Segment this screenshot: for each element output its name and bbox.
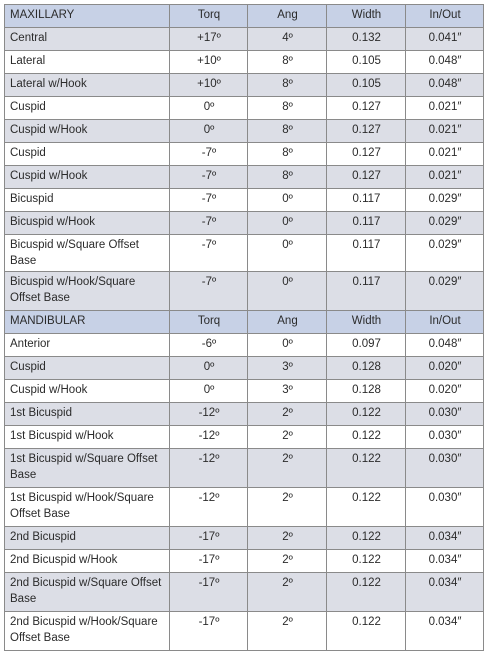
row-name: Bicuspid w/Hook/Square Offset Base (5, 272, 170, 311)
mandibular-header-row (5, 311, 484, 334)
row-ang: 2º (248, 612, 327, 651)
row-ang: 0º (248, 235, 327, 272)
row-name: Bicuspid w/Square Offset Base (5, 235, 170, 272)
row-inout: 0.020″ (406, 380, 484, 403)
row-name: Cuspid (5, 143, 170, 166)
row-inout: 0.029″ (406, 235, 484, 272)
table-row (5, 550, 484, 573)
row-torq: -7º (170, 212, 248, 235)
row-torq: -12º (170, 426, 248, 449)
row-torq: -7º (170, 143, 248, 166)
row-torq: +17º (170, 28, 248, 51)
row-ang: 2º (248, 488, 327, 527)
row-inout: 0.034″ (406, 527, 484, 550)
maxillary-section-title: MAXILLARY (5, 5, 170, 28)
col-header-width: Width (327, 5, 406, 28)
row-inout: 0.048″ (406, 74, 484, 97)
row-name: 2nd Bicuspid w/Square Offset Base (5, 573, 170, 612)
row-torq: -12º (170, 449, 248, 488)
row-width: 0.105 (327, 74, 406, 97)
row-name: Cuspid w/Hook (5, 380, 170, 403)
row-torq: -7º (170, 166, 248, 189)
row-inout: 0.041″ (406, 28, 484, 51)
row-name: Cuspid (5, 357, 170, 380)
table-row (5, 527, 484, 550)
row-name: Lateral (5, 51, 170, 74)
row-torq: 0º (170, 120, 248, 143)
row-ang: 3º (248, 380, 327, 403)
row-inout: 0.021″ (406, 97, 484, 120)
table-row (5, 189, 484, 212)
row-torq: 0º (170, 380, 248, 403)
col-header-ang: Ang (248, 311, 327, 334)
row-name: Anterior (5, 334, 170, 357)
table-row (5, 612, 484, 651)
row-ang: 8º (248, 120, 327, 143)
row-width: 0.105 (327, 51, 406, 74)
table-row (5, 51, 484, 74)
row-width: 0.128 (327, 380, 406, 403)
row-ang: 8º (248, 74, 327, 97)
row-width: 0.122 (327, 612, 406, 651)
row-width: 0.127 (327, 166, 406, 189)
row-width: 0.117 (327, 272, 406, 311)
table-row (5, 380, 484, 403)
row-width: 0.097 (327, 334, 406, 357)
row-torq: -17º (170, 527, 248, 550)
row-width: 0.117 (327, 189, 406, 212)
row-ang: 8º (248, 97, 327, 120)
row-torq: +10º (170, 51, 248, 74)
row-torq: -7º (170, 235, 248, 272)
row-name: 2nd Bicuspid (5, 527, 170, 550)
col-header-inout: In/Out (406, 311, 484, 334)
row-inout: 0.030″ (406, 426, 484, 449)
row-ang: 8º (248, 143, 327, 166)
row-inout: 0.034″ (406, 550, 484, 573)
row-name: 2nd Bicuspid w/Hook (5, 550, 170, 573)
col-header-inout: In/Out (406, 5, 484, 28)
row-width: 0.122 (327, 488, 406, 527)
bracket-spec-table (4, 4, 484, 651)
row-inout: 0.034″ (406, 612, 484, 651)
mandibular-section-title: MANDIBULAR (5, 311, 170, 334)
row-name: Cuspid (5, 97, 170, 120)
table-row (5, 488, 484, 527)
table-row (5, 334, 484, 357)
row-ang: 4º (248, 28, 327, 51)
row-inout: 0.048″ (406, 334, 484, 357)
col-header-width: Width (327, 311, 406, 334)
row-torq: -17º (170, 573, 248, 612)
row-name: 1st Bicuspid (5, 403, 170, 426)
table-row (5, 212, 484, 235)
row-ang: 8º (248, 51, 327, 74)
row-width: 0.122 (327, 449, 406, 488)
row-ang: 2º (248, 550, 327, 573)
maxillary-header-row (5, 5, 484, 28)
row-name: 1st Bicuspid w/Hook (5, 426, 170, 449)
row-torq: -17º (170, 550, 248, 573)
col-header-ang: Ang (248, 5, 327, 28)
row-name: 1st Bicuspid w/Hook/Square Offset Base (5, 488, 170, 527)
row-torq: -7º (170, 189, 248, 212)
row-width: 0.132 (327, 28, 406, 51)
table-row (5, 573, 484, 612)
row-ang: 8º (248, 166, 327, 189)
row-inout: 0.021″ (406, 120, 484, 143)
row-name: Bicuspid w/Hook (5, 212, 170, 235)
table-row (5, 166, 484, 189)
row-ang: 0º (248, 334, 327, 357)
row-name: Bicuspid (5, 189, 170, 212)
table-row (5, 426, 484, 449)
table-row (5, 120, 484, 143)
row-width: 0.127 (327, 120, 406, 143)
table-row (5, 28, 484, 51)
row-torq: -7º (170, 272, 248, 311)
row-inout: 0.029″ (406, 189, 484, 212)
row-width: 0.122 (327, 403, 406, 426)
row-width: 0.117 (327, 212, 406, 235)
row-ang: 0º (248, 212, 327, 235)
row-ang: 2º (248, 403, 327, 426)
row-ang: 2º (248, 426, 327, 449)
row-inout: 0.048″ (406, 51, 484, 74)
row-width: 0.122 (327, 573, 406, 612)
row-torq: 0º (170, 97, 248, 120)
row-torq: +10º (170, 74, 248, 97)
row-name: 2nd Bicuspid w/Hook/Square Offset Base (5, 612, 170, 651)
row-inout: 0.021″ (406, 143, 484, 166)
table-row (5, 97, 484, 120)
row-ang: 0º (248, 189, 327, 212)
row-ang: 2º (248, 573, 327, 612)
row-name: 1st Bicuspid w/Square Offset Base (5, 449, 170, 488)
row-name: Cuspid w/Hook (5, 120, 170, 143)
col-header-torq: Torq (170, 5, 248, 28)
table-row (5, 74, 484, 97)
row-width: 0.122 (327, 550, 406, 573)
table-row (5, 235, 484, 272)
row-name: Central (5, 28, 170, 51)
row-ang: 2º (248, 527, 327, 550)
row-width: 0.117 (327, 235, 406, 272)
row-inout: 0.030″ (406, 488, 484, 527)
table-row (5, 449, 484, 488)
table-row (5, 272, 484, 311)
row-torq: -17º (170, 612, 248, 651)
row-torq: -12º (170, 403, 248, 426)
row-width: 0.122 (327, 426, 406, 449)
row-inout: 0.020″ (406, 357, 484, 380)
row-inout: 0.029″ (406, 272, 484, 311)
table-row (5, 143, 484, 166)
row-name: Lateral w/Hook (5, 74, 170, 97)
row-name: Cuspid w/Hook (5, 166, 170, 189)
row-width: 0.127 (327, 97, 406, 120)
row-inout: 0.030″ (406, 449, 484, 488)
row-ang: 2º (248, 449, 327, 488)
row-inout: 0.034″ (406, 573, 484, 612)
row-inout: 0.029″ (406, 212, 484, 235)
col-header-torq: Torq (170, 311, 248, 334)
row-width: 0.127 (327, 143, 406, 166)
row-torq: 0º (170, 357, 248, 380)
row-inout: 0.021″ (406, 166, 484, 189)
row-ang: 0º (248, 272, 327, 311)
table-row (5, 357, 484, 380)
row-torq: -12º (170, 488, 248, 527)
row-width: 0.128 (327, 357, 406, 380)
row-inout: 0.030″ (406, 403, 484, 426)
row-torq: -6º (170, 334, 248, 357)
row-ang: 3º (248, 357, 327, 380)
table-row (5, 403, 484, 426)
row-width: 0.122 (327, 527, 406, 550)
